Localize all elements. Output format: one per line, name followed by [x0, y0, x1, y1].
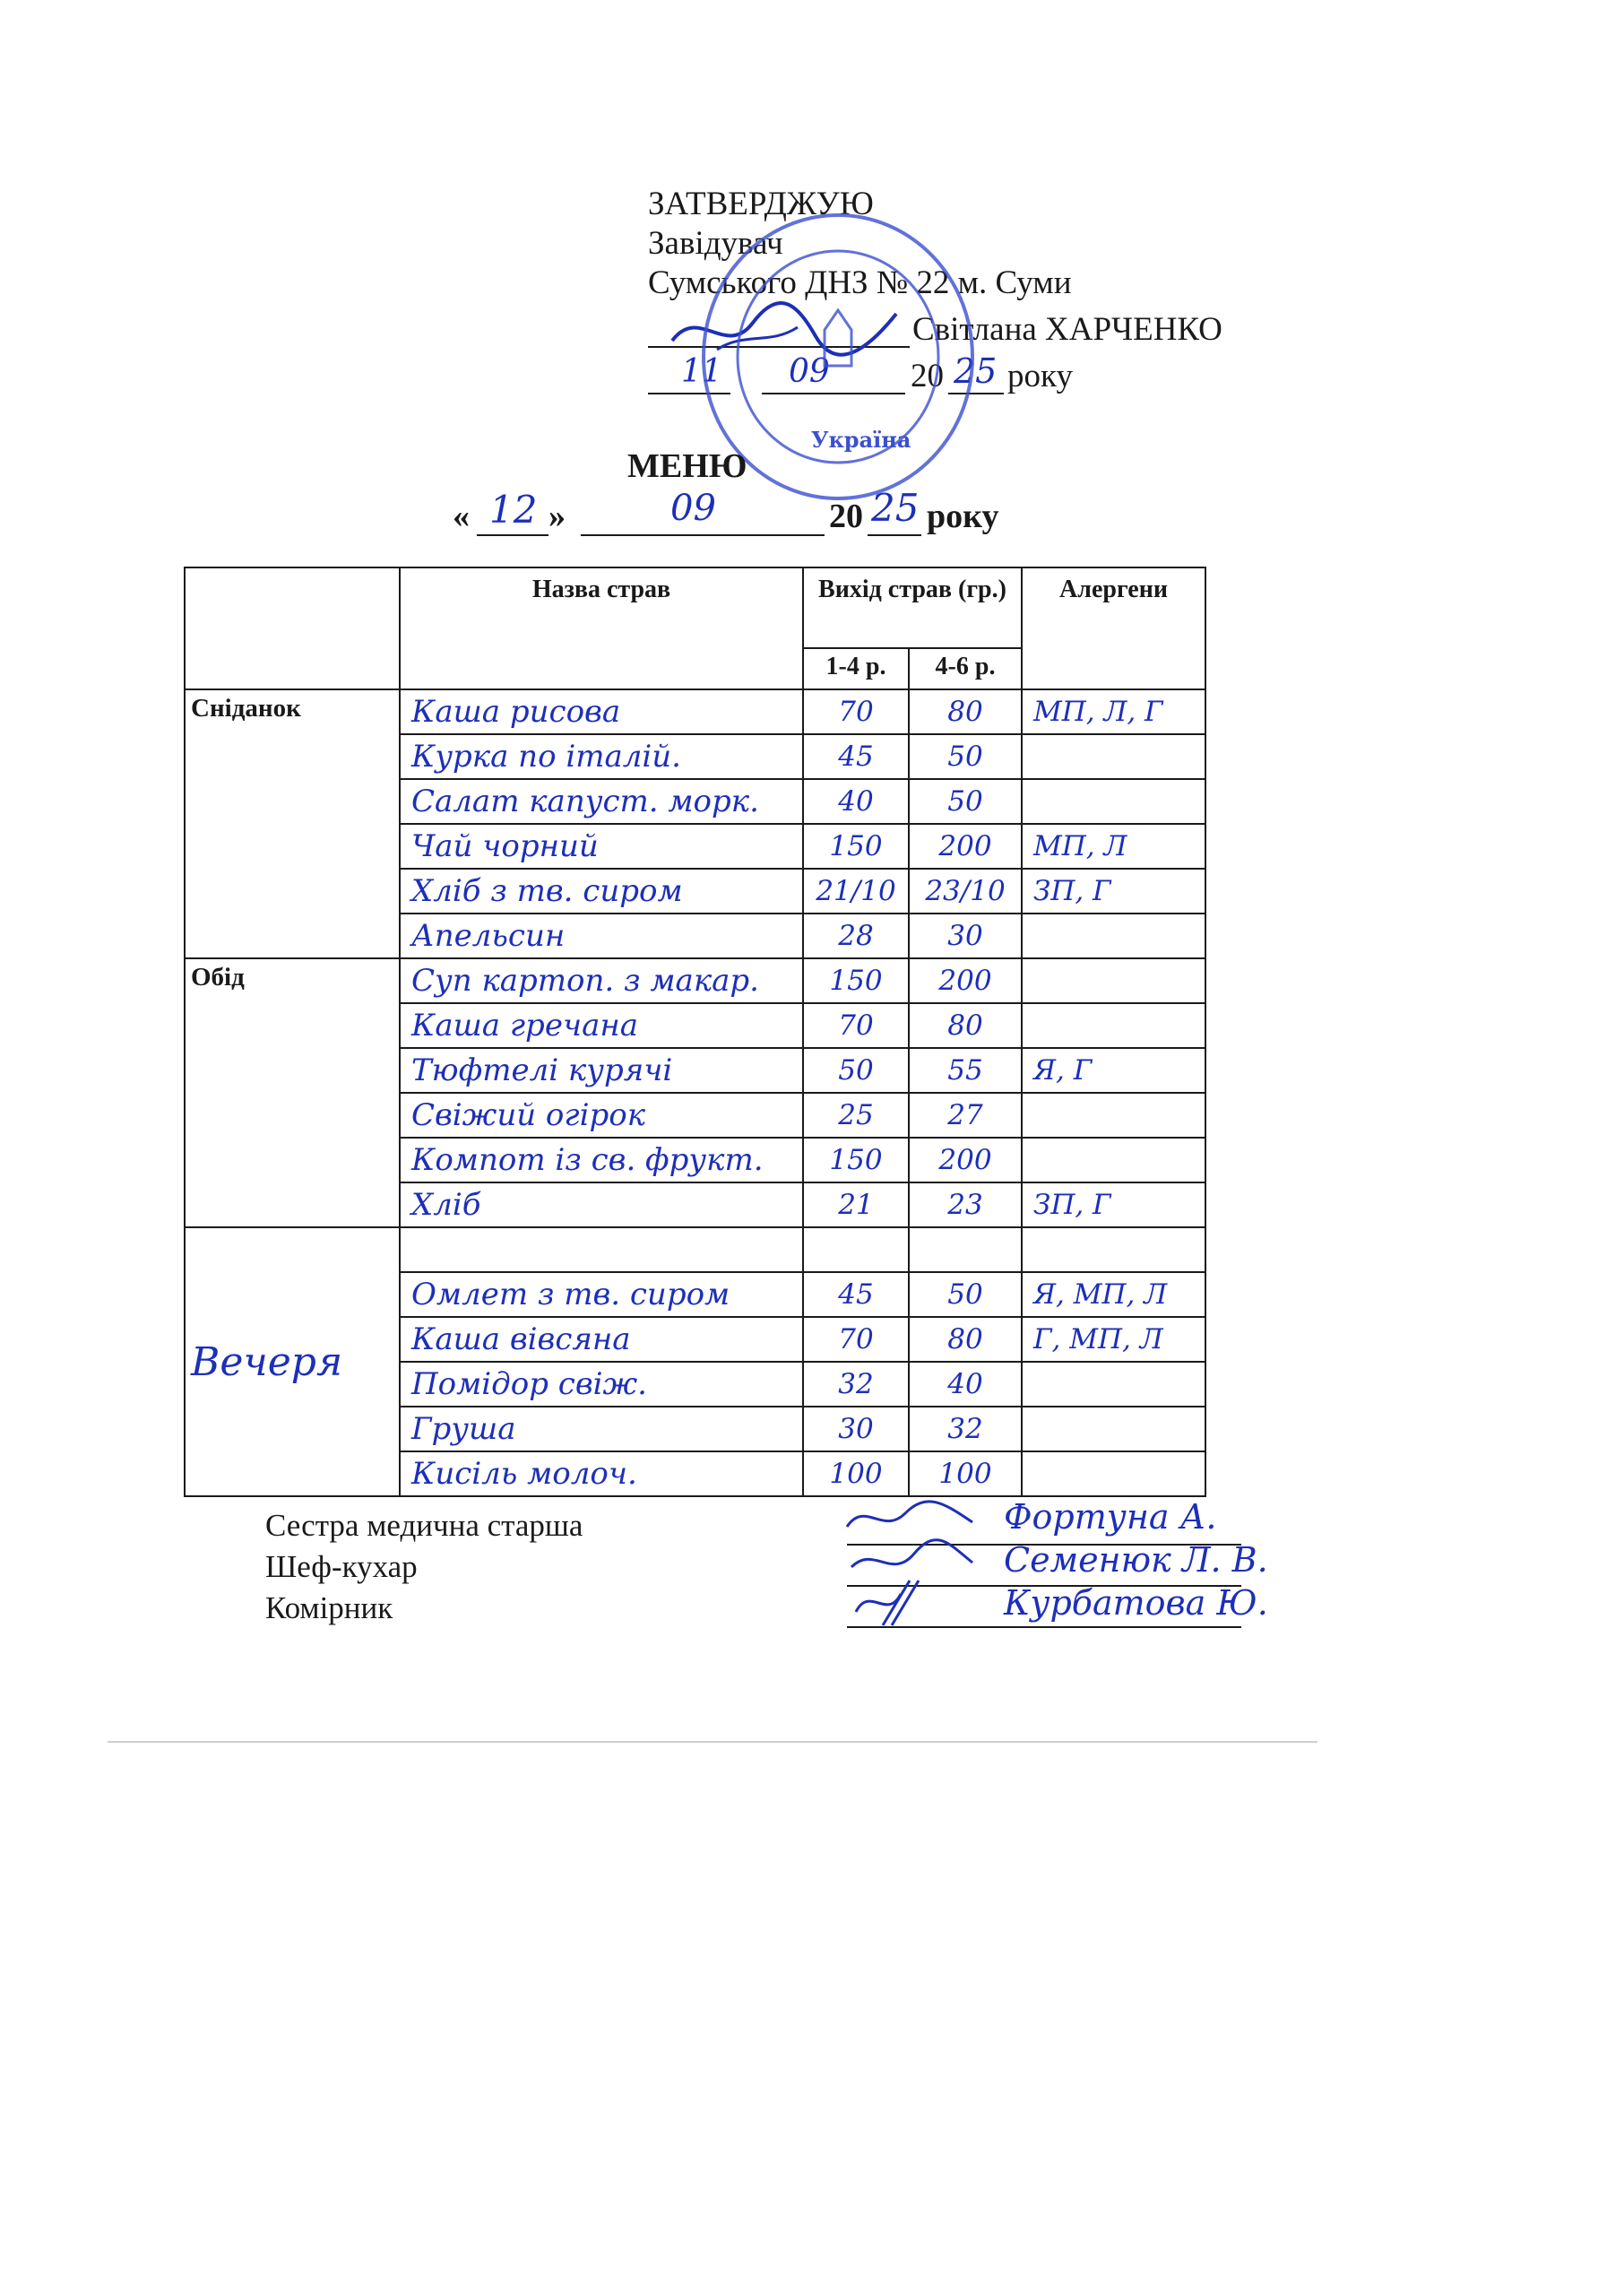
menu-table [184, 567, 1206, 1497]
yield-4-6: 50 [909, 1272, 1022, 1317]
header-age-4-6: 4-6 р. [909, 648, 1022, 689]
yield-4-6: 23/10 [909, 869, 1022, 914]
menu-year-prefix: 20 [829, 498, 863, 535]
allergens: МП, Л, Г [1022, 689, 1205, 734]
signature-role-nurse: Сестра медична старша [265, 1508, 583, 1543]
allergens: Я, Г [1022, 1048, 1205, 1093]
menu-day: 12 [489, 488, 538, 532]
yield-4-6: 55 [909, 1048, 1022, 1093]
approval-position: Завідувач [648, 225, 783, 262]
yield-1-4: 21 [803, 1182, 909, 1227]
allergens [1022, 1093, 1205, 1138]
yield-1-4: 70 [803, 1317, 909, 1362]
dish-name: Тюфтелі курячі [400, 1048, 803, 1093]
dish-name: Кисіль молоч. [400, 1451, 803, 1496]
page-bottom-rule [108, 1741, 1317, 1743]
yield-1-4: 21/10 [803, 869, 909, 914]
yield-4-6: 200 [909, 958, 1022, 1003]
allergens: ЗП, Г [1022, 1182, 1205, 1227]
allergens [1022, 914, 1205, 958]
meal-dinner: Вечеря [185, 1227, 400, 1496]
dish-name: Чай чорний [400, 824, 803, 869]
yield-4-6: 200 [909, 824, 1022, 869]
menu-month: 09 [670, 488, 716, 529]
approval-institution: Сумського ДНЗ № 22 м. Суми [648, 264, 1072, 301]
menu-date-open-quote: « [453, 498, 470, 535]
allergens [1022, 734, 1205, 779]
yield-1-4: 150 [803, 958, 909, 1003]
approval-day: 11 [681, 353, 722, 390]
yield-4-6: 200 [909, 1138, 1022, 1182]
yield-4-6: 100 [909, 1451, 1022, 1496]
yield-1-4: 70 [803, 689, 909, 734]
dish-name: Салат капуст. морк. [400, 779, 803, 824]
allergens [1022, 958, 1205, 1003]
menu-title: МЕНЮ [627, 447, 747, 485]
header-meal-blank [185, 567, 400, 689]
approval-year-prefix: 20 [911, 358, 944, 394]
yield-1-4: 100 [803, 1451, 909, 1496]
dish-name: Курка по італій. [400, 734, 803, 779]
allergens [1022, 1227, 1205, 1272]
yield-1-4: 50 [803, 1048, 909, 1093]
yield-4-6: 23 [909, 1182, 1022, 1227]
signature-scribbles [838, 1495, 990, 1630]
header-dish-name: Назва страв [400, 567, 803, 689]
yield-1-4: 70 [803, 1003, 909, 1048]
yield-4-6: 27 [909, 1093, 1022, 1138]
table-row [185, 1227, 1205, 1272]
approval-year-suffix: року [1007, 358, 1073, 394]
dish-name: Груша [400, 1407, 803, 1451]
allergens [1022, 1003, 1205, 1048]
dish-name: Омлет з тв. сиром [400, 1272, 803, 1317]
yield-1-4: 45 [803, 1272, 909, 1317]
approval-heading: ЗАТВЕРДЖУЮ [648, 186, 874, 222]
allergens: Г, МП, Л [1022, 1317, 1205, 1362]
meal-breakfast: Сніданок [185, 689, 400, 958]
header-allergens: Алергени [1022, 567, 1205, 689]
menu-year-suffix: року [927, 498, 999, 535]
yield-1-4: 45 [803, 734, 909, 779]
yield-1-4: 28 [803, 914, 909, 958]
allergens: МП, Л [1022, 824, 1205, 869]
yield-4-6: 80 [909, 1003, 1022, 1048]
menu-month-line [581, 534, 825, 536]
yield-4-6: 80 [909, 689, 1022, 734]
dish-name: Хліб [400, 1182, 803, 1227]
yield-4-6: 50 [909, 779, 1022, 824]
yield-1-4: 30 [803, 1407, 909, 1451]
dish-name: Каша вівсяна [400, 1317, 803, 1362]
dish-name: Свіжий огірок [400, 1093, 803, 1138]
dish-name: Апельсин [400, 914, 803, 958]
dish-name: Компот із св. фрукт. [400, 1138, 803, 1182]
signature-role-storekeeper: Комірник [265, 1590, 393, 1625]
header-age-1-4: 1-4 р. [803, 648, 909, 689]
allergens [1022, 1362, 1205, 1407]
allergens [1022, 1407, 1205, 1451]
approval-name: Світлана ХАРЧЕНКО [912, 311, 1222, 348]
dish-name: Хліб з тв. сиром [400, 869, 803, 914]
allergens [1022, 1138, 1205, 1182]
dish-name: Каша гречана [400, 1003, 803, 1048]
menu-year-line [868, 534, 921, 536]
stamp-country-text: Україна [811, 427, 911, 453]
yield-4-6: 80 [909, 1317, 1022, 1362]
dish-name: Суп картоп. з макар. [400, 958, 803, 1003]
allergens [1022, 779, 1205, 824]
signature-name-nurse: Фортуна А. [1004, 1497, 1217, 1537]
table-row [185, 958, 1205, 1003]
yield-4-6: 30 [909, 914, 1022, 958]
approval-year: 25 [954, 351, 998, 391]
header-yield: Вихід страв (гр.) [803, 567, 1022, 648]
menu-year: 25 [871, 486, 920, 530]
yield-1-4: 150 [803, 1138, 909, 1182]
yield-1-4: 32 [803, 1362, 909, 1407]
signature-name-chef: Семенюк Л. В. [1004, 1540, 1268, 1580]
meal-lunch: Обід [185, 958, 400, 1227]
allergens: Я, МП, Л [1022, 1272, 1205, 1317]
allergens [1022, 1451, 1205, 1496]
yield-4-6: 50 [909, 734, 1022, 779]
dish-name [400, 1227, 803, 1272]
signature-role-chef: Шеф-кухар [265, 1549, 418, 1584]
menu-date-close-quote: » [549, 498, 566, 535]
yield-1-4 [803, 1227, 909, 1272]
table-row [185, 689, 1205, 734]
yield-1-4: 150 [803, 824, 909, 869]
signature-name-storekeeper: Курбатова Ю. [1004, 1583, 1268, 1623]
yield-4-6: 40 [909, 1362, 1022, 1407]
approval-month: 09 [789, 353, 830, 390]
allergens: ЗП, Г [1022, 869, 1205, 914]
yield-4-6 [909, 1227, 1022, 1272]
yield-4-6: 32 [909, 1407, 1022, 1451]
menu-day-line [477, 534, 549, 536]
yield-1-4: 25 [803, 1093, 909, 1138]
yield-1-4: 40 [803, 779, 909, 824]
dish-name: Помідор свіж. [400, 1362, 803, 1407]
dish-name: Каша рисова [400, 689, 803, 734]
